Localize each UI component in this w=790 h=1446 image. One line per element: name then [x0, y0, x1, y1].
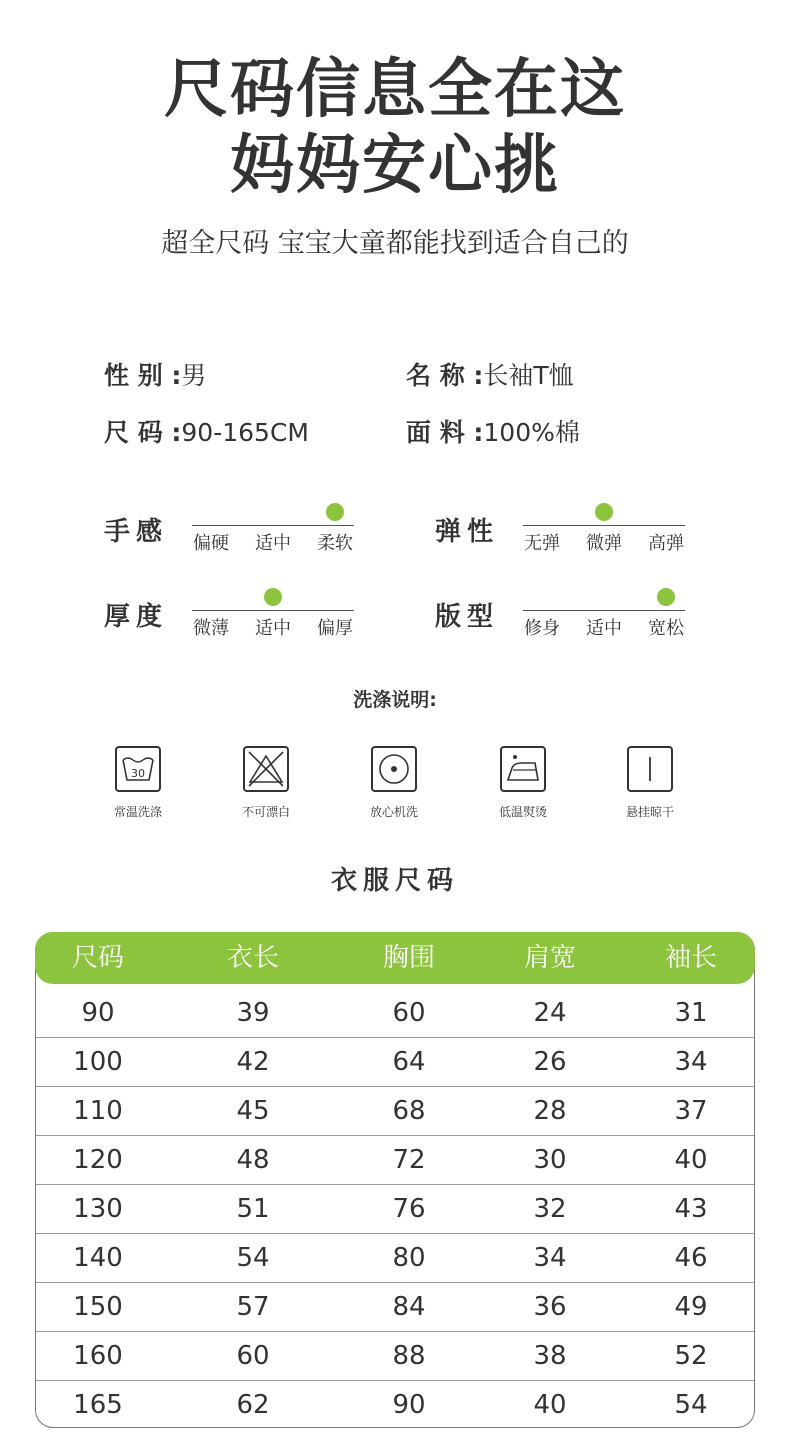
table-header-cell: 尺码 [71, 943, 124, 973]
attribute-label: 版型 [435, 602, 500, 632]
table-cell: 68 [392, 1096, 426, 1126]
machine-wash-label: 放心机洗 [369, 805, 418, 819]
table-cell: 31 [674, 998, 708, 1028]
table-cell: 130 [73, 1194, 123, 1224]
table-cell: 46 [674, 1243, 708, 1273]
low-iron-label: 低温熨烫 [498, 805, 547, 819]
table-cell: 84 [392, 1292, 426, 1322]
table-cell: 110 [73, 1096, 123, 1126]
attribute-label: 弹性 [435, 517, 500, 547]
table-cell: 52 [674, 1341, 708, 1371]
hang-dry-label: 悬挂晾干 [625, 805, 674, 819]
table-cell: 140 [73, 1243, 123, 1273]
gender-value: 男 [181, 361, 207, 390]
table-cell: 54 [236, 1243, 270, 1273]
table-cell: 165 [73, 1390, 123, 1420]
table-cell: 43 [674, 1194, 708, 1224]
table-cell: 100 [73, 1047, 123, 1077]
table-cell: 62 [236, 1390, 270, 1420]
gender-label: 性 别 : [104, 361, 182, 390]
attribute-option: 适中 [255, 533, 291, 554]
attribute-option: 高弹 [648, 533, 684, 554]
table-cell: 40 [674, 1145, 708, 1175]
attribute-option: 偏硬 [193, 533, 229, 554]
svg-text:30: 30 [131, 767, 145, 780]
table-cell: 24 [533, 998, 567, 1028]
size-table-title: 衣服尺码 [330, 866, 459, 896]
table-cell: 48 [236, 1145, 270, 1175]
attribute-option: 微薄 [193, 618, 229, 639]
table-cell: 88 [392, 1341, 426, 1371]
attribute-label: 厚度 [104, 602, 169, 632]
name-label: 名 称 : [406, 361, 484, 390]
attribute-option: 修身 [524, 618, 560, 639]
table-cell: 30 [533, 1145, 567, 1175]
attribute-option: 适中 [255, 618, 291, 639]
size-label: 尺 码 : [104, 418, 182, 447]
table-cell: 36 [533, 1292, 567, 1322]
wash-30-label: 常温洗涤 [113, 805, 162, 819]
page-title-line-1: 尺码信息全在这 [164, 53, 626, 127]
attribute-option: 偏厚 [317, 618, 353, 639]
fabric-label: 面 料 : [406, 418, 484, 447]
attribute-option: 柔软 [317, 533, 353, 554]
table-cell: 42 [236, 1047, 270, 1077]
table-cell: 40 [533, 1390, 567, 1420]
table-cell: 80 [392, 1243, 426, 1273]
page-title-line-2: 妈妈安心挑 [230, 129, 560, 203]
table-cell: 39 [236, 998, 270, 1028]
table-cell: 72 [392, 1145, 426, 1175]
table-cell: 60 [392, 998, 426, 1028]
table-cell: 57 [236, 1292, 270, 1322]
attribute-option: 宽松 [648, 618, 684, 639]
table-cell: 60 [236, 1341, 270, 1371]
table-cell: 37 [674, 1096, 708, 1126]
table-cell: 54 [674, 1390, 708, 1420]
table-cell: 150 [73, 1292, 123, 1322]
table-cell: 160 [73, 1341, 123, 1371]
table-header-cell: 肩宽 [523, 943, 576, 973]
table-cell: 32 [533, 1194, 567, 1224]
table-cell: 45 [236, 1096, 270, 1126]
table-cell: 120 [73, 1145, 123, 1175]
attribute-option: 无弹 [524, 533, 560, 554]
table-cell: 90 [392, 1390, 426, 1420]
table-cell: 26 [533, 1047, 567, 1077]
no-bleach-label: 不可漂白 [241, 805, 290, 819]
washing-title: 洗涤说明: [353, 689, 437, 711]
table-cell: 38 [533, 1341, 567, 1371]
table-cell: 28 [533, 1096, 567, 1126]
table-header-cell: 袖长 [664, 943, 717, 973]
table-header-cell: 衣长 [226, 943, 279, 973]
table-cell: 90 [81, 998, 115, 1028]
attribute-option: 微弹 [586, 533, 622, 554]
table-cell: 34 [533, 1243, 567, 1273]
size-value: 90-165CM [181, 418, 309, 447]
table-cell: 76 [392, 1194, 426, 1224]
table-cell: 64 [392, 1047, 426, 1077]
name-value: 长袖T恤 [483, 361, 574, 390]
table-cell: 51 [236, 1194, 270, 1224]
attribute-label: 手感 [104, 517, 169, 547]
table-cell: 49 [674, 1292, 708, 1322]
page-subtitle: 超全尺码 宝宝大童都能找到适合自己的 [161, 228, 629, 259]
table-header-cell: 胸围 [382, 943, 435, 973]
fabric-value: 100%棉 [483, 418, 580, 447]
table-cell: 34 [674, 1047, 708, 1077]
attribute-option: 适中 [586, 618, 622, 639]
